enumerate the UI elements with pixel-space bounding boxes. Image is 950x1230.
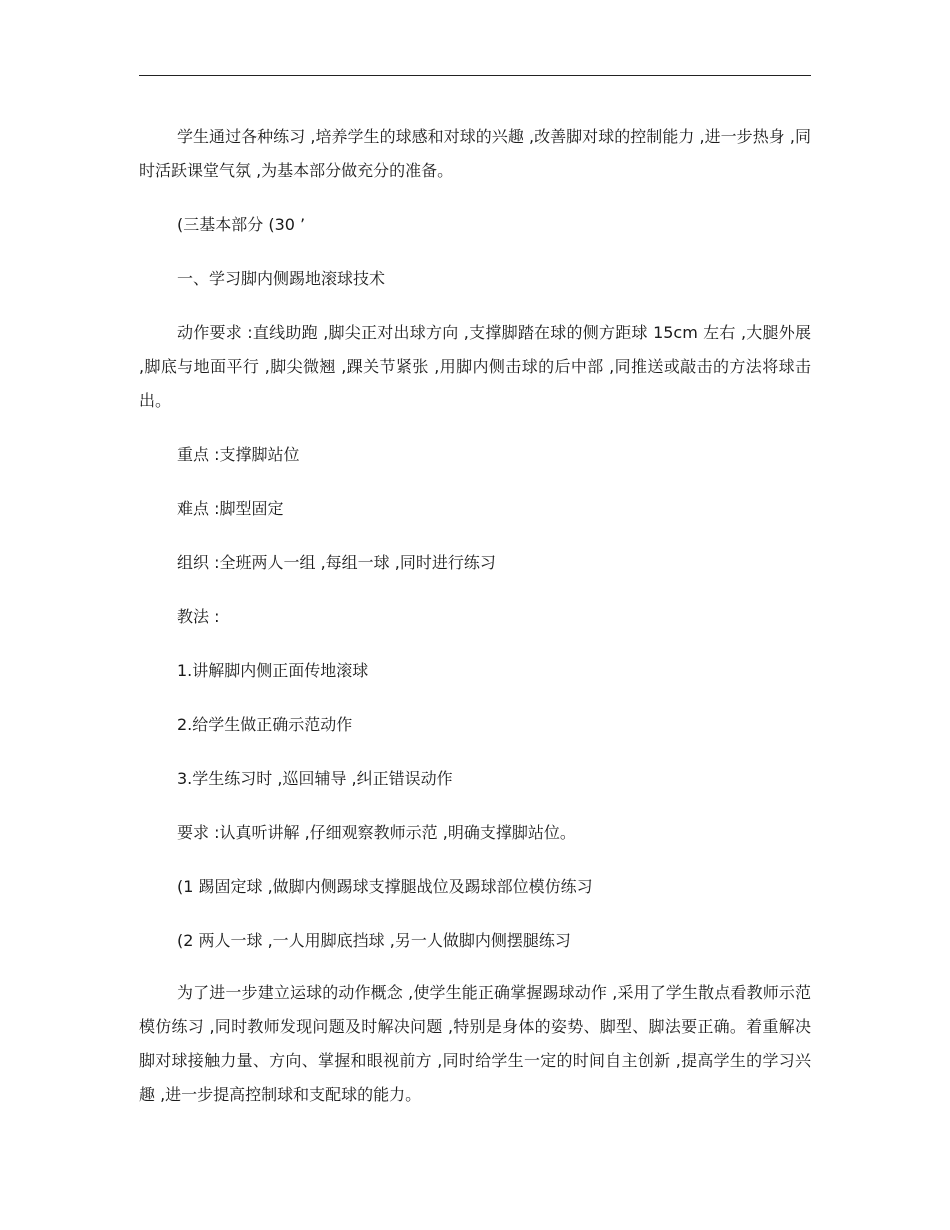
list-item-1: 1.讲解脚内侧正面传地滚球 bbox=[177, 661, 369, 680]
subsection-heading: 一、学习脚内侧踢地滚球技术 bbox=[177, 269, 386, 288]
header-rule bbox=[139, 75, 811, 76]
section-heading-basic-part: (三基本部分 (30 ’ bbox=[177, 215, 306, 234]
paragraph-teaching-method: 教法 : bbox=[177, 607, 220, 626]
paragraph-requirements: 要求 :认真听讲解 ,仔细观察教师示范 ,明确支撑脚站位。 bbox=[177, 823, 576, 842]
paragraph-organization: 组织 :全班两人一组 ,每组一球 ,同时进行练习 bbox=[177, 553, 496, 572]
paragraph-key-point: 重点 :支撑脚站位 bbox=[177, 445, 300, 464]
paragraph-intro: 学生通过各种练习 ,培养学生的球感和对球的兴趣 ,改善脚对球的控制能力 ,进一步热身 ,同时活跃课堂气氛 ,为基本部分做充分的准备。 bbox=[139, 127, 811, 180]
paragraph-summary: 为了进一步建立运球的动作概念 ,使学生能正确掌握踢球动作 ,采用了学生散点看教师示范模仿练习 ,同时教师发现问题及时解决问题 ,特别是身体的姿势、脚型、脚法要正确。着重解决脚对球接触力量、方向、掌握和眼视前方 ,同时给学生一定的时间自主创新 ,提高学生的学习兴趣 ,进一步提高控制球和支配球的能力。 bbox=[139, 983, 811, 1104]
list-item-3: 3.学生练习时 ,巡回辅导 ,纠正错误动作 bbox=[177, 769, 453, 788]
practice-item-1: (1 踢固定球 ,做脚内侧踢球支撑腿战位及踢球部位模仿练习 bbox=[177, 877, 593, 896]
paragraph-action-requirements: 动作要求 :直线助跑 ,脚尖正对出球方向 ,支撑脚踏在球的侧方距球 15cm 左右 ,大腿外展 ,脚底与地面平行 ,脚尖微翘 ,踝关节紧张 ,用脚内侧击球的后中部 ,同推送或敲击的方法将球击出。 bbox=[139, 323, 817, 410]
practice-item-2: (2 两人一球 ,一人用脚底挡球 ,另一人做脚内侧摆腿练习 bbox=[177, 931, 571, 950]
list-item-2: 2.给学生做正确示范动作 bbox=[177, 715, 353, 734]
paragraph-difficulty: 难点 :脚型固定 bbox=[177, 499, 284, 518]
document-body bbox=[139, 120, 817, 1112]
